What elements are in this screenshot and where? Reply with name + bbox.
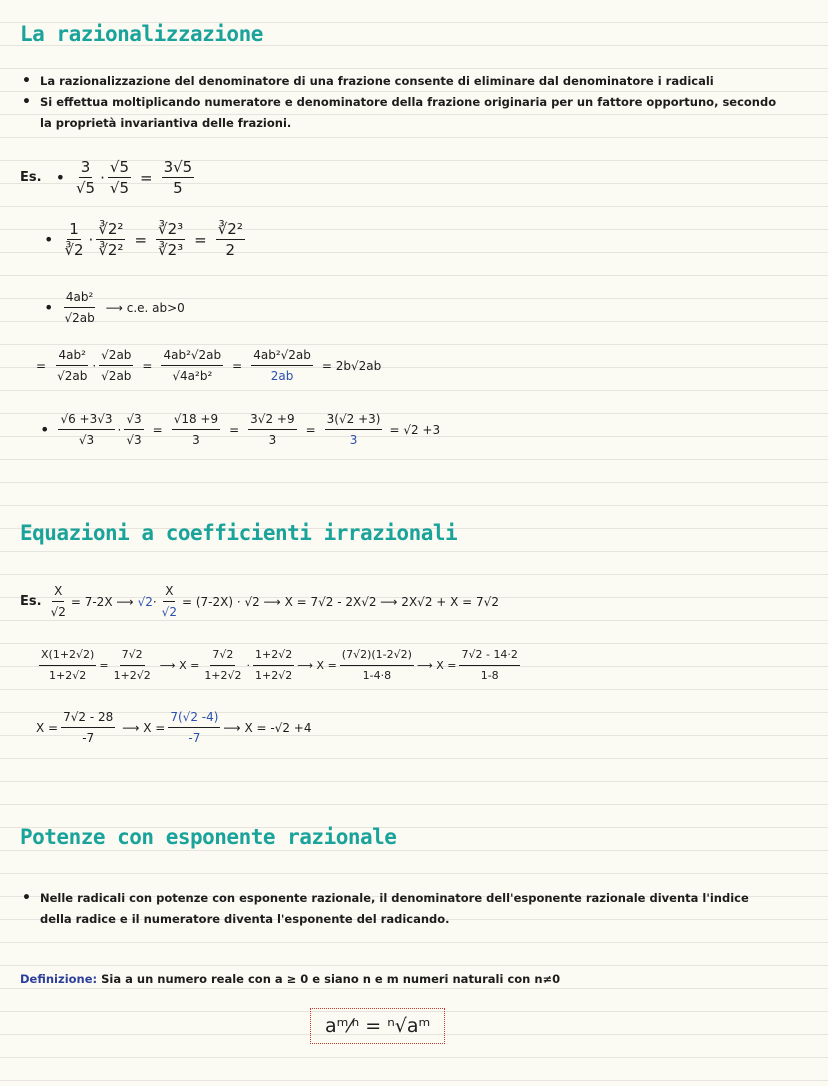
fraction: $\frac{(7√2)(1-2√2)}{1-4\cdot 8}$	[341, 648, 412, 682]
fraction: $\frac{√3}{√3}$	[126, 412, 142, 447]
fraction: $\frac{3}{√5}$	[76, 158, 96, 197]
fraction: $\frac{3√5}{5}$	[163, 158, 193, 197]
bullet-item: • La razionalizzazione del denominatore di una frazione consente di eliminare dal denominatore i radicali	[22, 71, 782, 92]
definition-text: Sia a un numero reale con a ≥ 0 e siano n e m numeri naturali con n≠0	[101, 972, 561, 986]
fraction: $\frac{√6 +3√3}{√3}$	[60, 412, 113, 447]
result: ⟶ X = -√2 +4	[223, 720, 312, 735]
fraction: $\frac{\text{4ab²√2ab}}{2ab}$	[253, 348, 311, 383]
formula-box: aᵐ⁄ⁿ = ⁿ√aᵐ	[310, 1008, 445, 1044]
fraction: $\frac{X}{√2}$	[161, 584, 177, 619]
equation-line-2: $\frac{X(1+2√2)}{1+2√2}$ = $\frac{7√2}{1+2√2}$ ⟶ X = $\frac{7√2}{1+2√2}$ · $\frac{1+2√2}{1+2√2}$ ⟶ X = $\frac{(7√2)(1-2√2)}{1-4\cdot 8}$ ⟶ X = $\frac{7√2 - 14\cdot 2}{1-8}$	[36, 646, 523, 685]
bullet-item: • Si effettua moltiplicando numeratore e denominatore della frazione originaria per un fattore opportuno, secondo la proprietà invariantiva delle frazioni.	[22, 92, 782, 134]
example-label: Es.	[20, 170, 42, 185]
example-1: Es. • $\frac{3}{√5}$ · $\frac{√5}{√5}$ = $\frac{3√5}{5}$	[20, 158, 193, 197]
bullet-item: • Nelle radicali con potenze con esponente razionale, il denominatore dell'esponente razionale diventa l'indice della radice e il numeratore diventa l'esponente del radicando.	[22, 888, 782, 930]
fraction: $\frac{\text{∛2²}}{2}$	[217, 220, 243, 259]
example-2: • $\frac{1}{∛2}$ · $\frac{\text{∛2²}}{\text{∛2²}}$ = $\frac{\text{∛2³}}{\text{∛2³}}$ = $\frac{\text{∛2²}}{2}$	[44, 220, 243, 259]
fraction: $\frac{√2ab}{√2ab}$	[101, 348, 132, 383]
fraction: $\frac{7√2 - 14\cdot 2}{1-8}$	[461, 648, 518, 682]
fraction: $\frac{7√2 - 28}{-7}$	[63, 710, 114, 745]
example-label: Es.	[20, 594, 42, 609]
result: = √2 +3	[389, 422, 441, 437]
section-title-irrational-equations: Equazioni a coefficienti irrazionali	[20, 521, 458, 545]
example-3-steps: = $\frac{\text{4ab²}}{√2ab}$ · $\frac{√2ab}{√2ab}$ = $\frac{\text{4ab²√2ab}}{\text{√4a²b²}}$ = $\frac{\text{4ab²√2ab}}{2ab}$ = 2b√2ab	[36, 348, 382, 383]
example-4: • $\frac{√6 +3√3}{√3}$ · $\frac{√3}{√3}$ = $\frac{√18 +9}{3}$ = $\frac{3√2 +9}{3}$ = $\frac{3(√2 +3)}{3}$ = √2 +3	[40, 412, 441, 447]
existence-condition: ⟶ c.e. ab>0	[105, 300, 185, 315]
multiplier: √2	[137, 594, 153, 609]
fraction: $\frac{X}{√2}$	[50, 584, 66, 619]
example-3-intro: • $\frac{\text{4ab²}}{√2ab}$ ⟶ c.e. ab>0	[44, 290, 185, 325]
rationalization-bullets	[22, 71, 782, 134]
fraction: $\frac{X(1+2√2)}{1+2√2}$	[41, 648, 95, 682]
section-title-rational-exponents: Potenze con esponente razionale	[20, 825, 397, 849]
fraction: $\frac{\text{4ab²√2ab}}{\text{√4a²b²}}$	[163, 348, 222, 383]
fraction: $\frac{\text{∛2³}}{\text{∛2³}}$	[158, 220, 184, 259]
fraction: $\frac{√5}{√5}$	[109, 158, 129, 197]
fraction: $\frac{1+2√2}{1+2√2}$	[255, 648, 293, 682]
equation-line-1: Es. $\frac{X}{√2}$ = 7-2X ⟶ √2 · $\frac{X}{√2}$ = (7-2X) · √2 ⟶ X = 7√2 - 2X√2 ⟶ 2X√2 + X = 7√2	[20, 584, 499, 619]
result: = 2b√2ab	[321, 358, 382, 373]
equation-line-3: X = $\frac{7√2 - 28}{-7}$ ⟶ X = $\frac{7(√2 -4)}{-7}$ ⟶ X = -√2 +4	[36, 710, 312, 745]
fraction: $\frac{\text{4ab²}}{√2ab}$	[64, 290, 95, 325]
fraction: $\frac{3(√2 +3)}{3}$	[326, 412, 381, 447]
definition-label: Definizione:	[20, 972, 98, 986]
definition	[20, 972, 560, 986]
powers-bullets	[22, 888, 782, 930]
fraction: $\frac{7√2}{1+2√2}$	[113, 648, 151, 682]
fraction: $\frac{\text{4ab²}}{√2ab}$	[57, 348, 88, 383]
fraction: $\frac{√18 +9}{3}$	[173, 412, 219, 447]
fraction: $\frac{7(√2 -4)}{-7}$	[170, 710, 219, 745]
fraction: $\frac{1}{∛2}$	[64, 220, 84, 259]
section-title-rationalization: La razionalizzazione	[20, 22, 263, 46]
fraction: $\frac{\text{∛2²}}{\text{∛2²}}$	[98, 220, 124, 259]
fraction: $\frac{7√2}{1+2√2}$	[204, 648, 242, 682]
fraction: $\frac{3√2 +9}{3}$	[250, 412, 295, 447]
